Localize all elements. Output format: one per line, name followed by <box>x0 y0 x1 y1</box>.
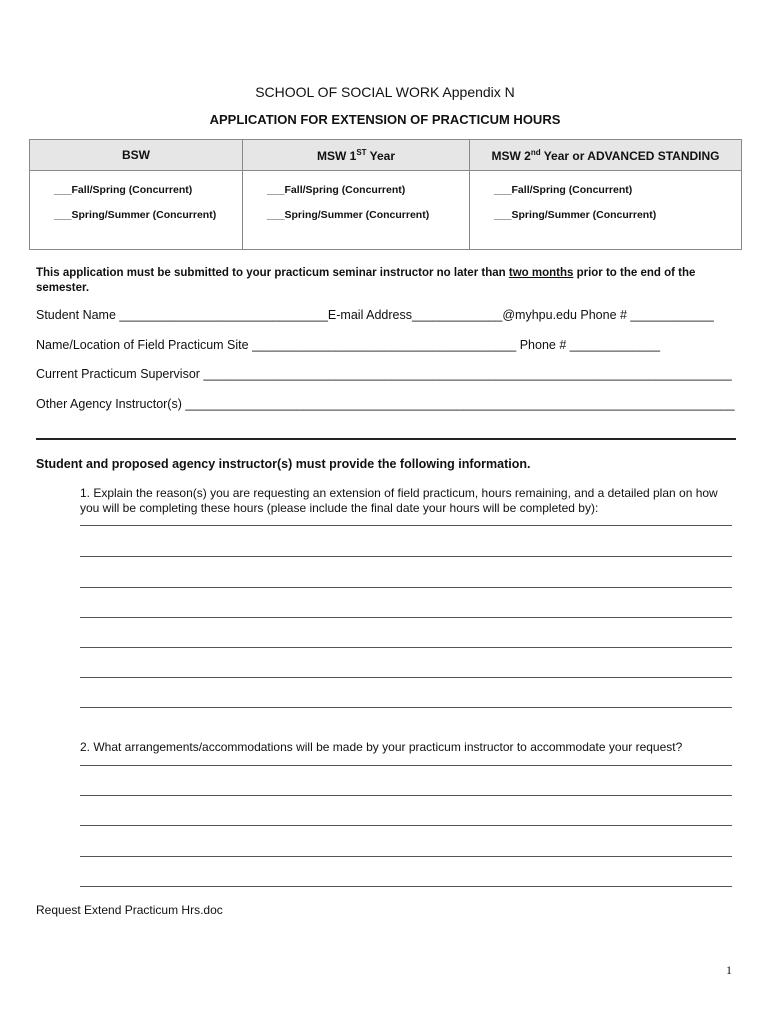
option-msw1-spring-summer[interactable]: ___Spring/Summer (Concurrent) <box>267 209 430 221</box>
program-options-msw2 <box>470 171 742 250</box>
answer-line[interactable] <box>80 525 732 526</box>
notice-emphasis: two months <box>508 267 574 279</box>
option-msw2-fall-spring[interactable]: ___Fall/Spring (Concurrent) <box>494 184 633 196</box>
answer-line[interactable] <box>80 856 732 857</box>
answer-line[interactable] <box>80 556 732 557</box>
program-options-bsw <box>30 171 243 250</box>
option-bsw-spring-summer[interactable]: ___Spring/Summer (Concurrent) <box>54 209 217 221</box>
answer-line[interactable] <box>80 707 732 708</box>
program-options-msw1 <box>243 171 470 250</box>
question-2: 2. What arrangements/accommodations will be made by your practicum instructor to accommodate your request? <box>80 740 683 754</box>
question-1: 1. Explain the reason(s) you are requesting an extension of field practicum, hours remaining, and a detailed plan on how you will be completing these hours (please include the final date your hours will be completed by): <box>80 486 718 515</box>
answer-line[interactable] <box>80 886 732 887</box>
supervisor-field[interactable]: Current Practicum Supervisor ____________________________________________________________________________ <box>36 367 732 381</box>
form-title-text: SCHOOL OF SOCIAL WORK Appendix N <box>255 84 515 100</box>
answer-line[interactable] <box>80 647 732 648</box>
answer-line[interactable] <box>80 587 732 588</box>
instructions-heading: Student and proposed agency instructor(s) must provide the following information. <box>36 457 531 471</box>
notice-text: This application must be submitted to your practicum seminar instructor no later than <box>36 267 509 279</box>
practicum-site-field[interactable]: Name/Location of Field Practicum Site ______________________________________ Phone # _____________ <box>36 338 661 352</box>
page-number: 1 <box>726 963 732 977</box>
submission-notice <box>36 266 736 296</box>
section-divider <box>36 438 736 440</box>
program-options-row <box>30 171 742 250</box>
program-header-bsw: BSW <box>30 140 243 171</box>
answer-line[interactable] <box>80 825 732 826</box>
notice-text-end: prior to the end of the semester. <box>36 267 696 294</box>
answer-line[interactable] <box>80 617 732 618</box>
form-subtitle: APPLICATION FOR EXTENSION OF PRACTICUM HOURS <box>209 112 561 127</box>
answer-line[interactable] <box>80 765 732 766</box>
agency-instructor-field[interactable]: Other Agency Instructor(s) _______________________________________________________________________________ <box>36 397 735 411</box>
document-filename: Request Extend Practicum Hrs.doc <box>36 903 223 917</box>
answer-line[interactable] <box>80 677 732 678</box>
program-header-msw1: MSW 1ST Year <box>243 140 470 171</box>
answer-line[interactable] <box>80 795 732 796</box>
program-header-row <box>30 140 742 171</box>
option-msw2-spring-summer[interactable]: ___Spring/Summer (Concurrent) <box>494 209 657 221</box>
program-table <box>29 139 742 250</box>
form-title <box>0 84 770 100</box>
student-name-field[interactable]: Student Name ______________________________E-mail Address_____________@myhpu.edu Phone # ____________ <box>36 308 714 322</box>
program-header-msw2: MSW 2nd Year or ADVANCED STANDING <box>470 140 742 171</box>
option-msw1-fall-spring[interactable]: ___Fall/Spring (Concurrent) <box>267 184 406 196</box>
option-bsw-fall-spring[interactable]: ___Fall/Spring (Concurrent) <box>54 184 193 196</box>
